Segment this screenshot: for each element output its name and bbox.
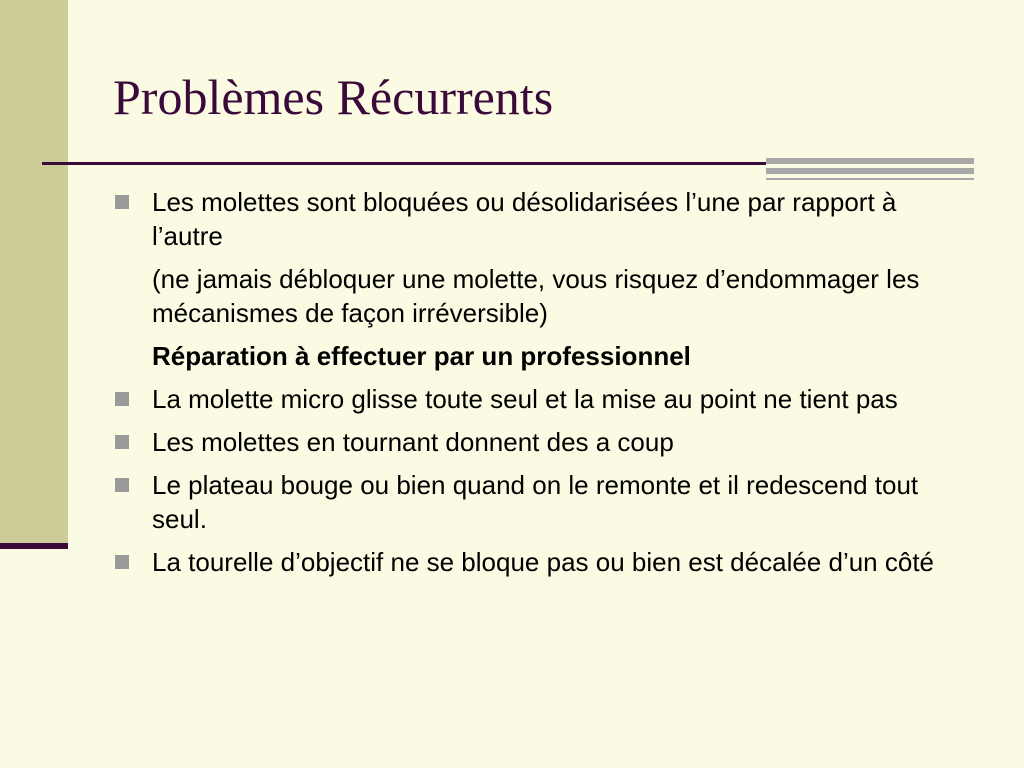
bullet-text: La tourelle d’objectif ne se bloque pas ou bien est décalée d’un côté xyxy=(152,547,935,577)
square-bullet-icon xyxy=(115,392,129,406)
list-item xyxy=(113,468,973,536)
bullet-list xyxy=(113,185,973,588)
square-bullet-icon xyxy=(115,555,129,569)
bullet-text: Les molettes en tournant donnent des a coup xyxy=(152,427,674,457)
list-item xyxy=(113,185,973,373)
left-decorative-rule xyxy=(0,543,68,549)
square-bullet-icon xyxy=(115,478,129,492)
bullet-text: Les molettes sont bloquées ou désolidarisées l’une par rapport à l’autre xyxy=(152,187,897,251)
slide-title: Problèmes Récurrents xyxy=(113,69,554,125)
bullet-text: La molette micro glisse toute seul et la mise au point ne tient pas xyxy=(152,384,898,414)
title-underline-rule xyxy=(42,162,810,165)
list-item xyxy=(113,382,973,416)
square-bullet-icon xyxy=(115,435,129,449)
left-decorative-band xyxy=(0,0,68,543)
title-accent-stripes xyxy=(766,158,974,180)
list-item xyxy=(113,425,973,459)
square-bullet-icon xyxy=(115,195,129,209)
list-item xyxy=(113,545,973,579)
bullet-note: (ne jamais débloquer une molette, vous risquez d’endommager les mécanismes de façon irréversible) xyxy=(152,264,920,328)
bullet-emphasis: Réparation à effectuer par un professionnel xyxy=(152,341,691,371)
bullet-text: Le plateau bouge ou bien quand on le remonte et il redescend tout seul. xyxy=(152,470,919,534)
